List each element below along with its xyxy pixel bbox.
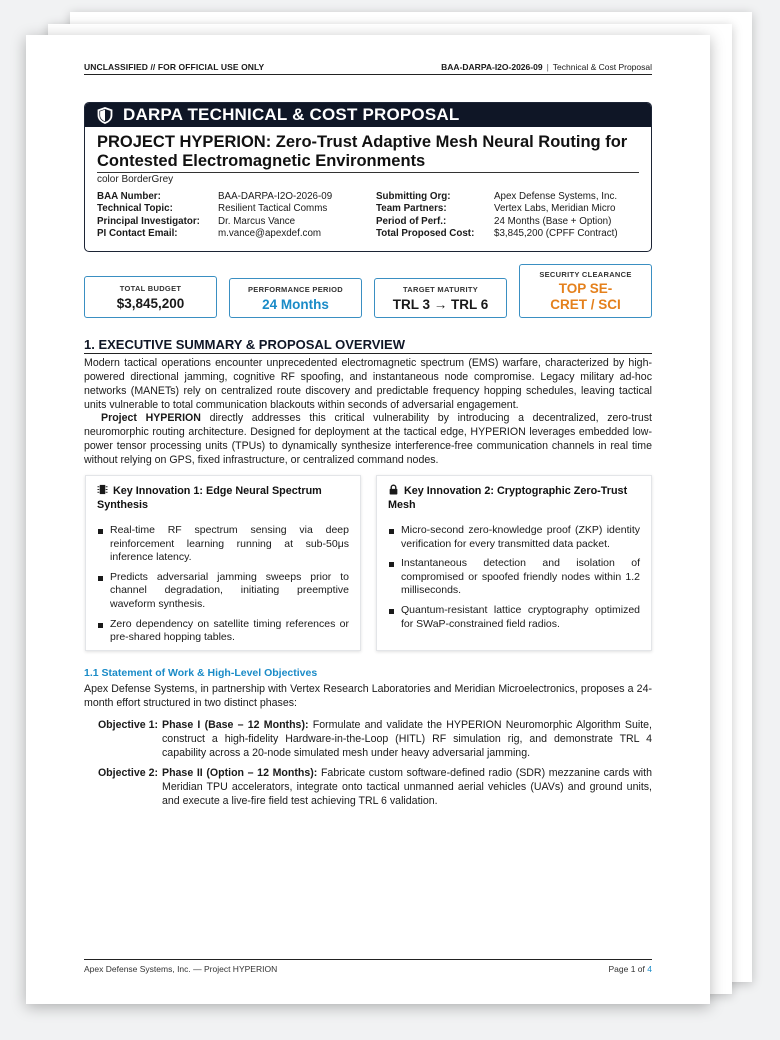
meta-value: $3,845,200 (CPFF Contract)	[494, 227, 618, 239]
running-header	[84, 62, 652, 75]
meta-value: Resilient Tactical Comms	[218, 203, 328, 215]
kpi-target-maturity	[374, 278, 507, 318]
document-page	[26, 35, 710, 1004]
page-total-link[interactable]: 4	[647, 964, 652, 974]
meta-key: Total Proposed Cost:	[376, 227, 475, 239]
phase-description: Fabricate custom software-defined radio (SDR) mezzanine cards with Meridian TPU accelerators, integrate onto tactical unmanned aerial vehicles (UAVs) and ground units, and execute a live-fire field test achieving TRL 6 validation.	[162, 767, 652, 808]
meta-key: Principal Investigator:	[97, 215, 200, 227]
proposal-metadata	[97, 191, 639, 240]
innovation-card-2	[376, 475, 652, 651]
meta-key: Period of Perf.:	[376, 215, 447, 227]
card-title-text: Key Innovation 1: Edge Neural Spectrum Synthesis	[97, 485, 322, 511]
subsection-heading: 1.1 Statement of Work & High-Level Objectives	[84, 667, 318, 679]
innovation-card-1	[85, 475, 361, 651]
classification-marking: UNCLASSIFIED // FOR OFFICIAL USE ONLY	[84, 62, 265, 72]
innovation-list	[97, 524, 349, 645]
kpi-value-line: CRET / SCI	[550, 297, 621, 312]
meta-value: Vertex Labs, Meridian Micro	[494, 203, 616, 215]
list-item: Zero dependency on satellite timing references or pre-shared hopping tables.	[97, 618, 349, 645]
doc-id: BAA-DARPA-I2O-2026-09	[441, 62, 543, 72]
kpi-security-clearance	[519, 264, 652, 318]
objective-label: Objective 1:	[97, 719, 158, 731]
paragraph-text: directly addresses this critical vulnerability by introducing a decentralized, zero-trust neuromorphic routing architecture. Designed for deployment at the tactical edge, HYPERION leverages embedded low-power tensor processing units (TPUs) to dynamically synthesize interference-free communication channels in real time without relying on GPS, fixed infrastructure, or centralized command nodes.	[84, 412, 652, 466]
kpi-label: TARGET MATURITY	[402, 285, 479, 294]
phase-description: Formulate and validate the HYPERION Neuromorphic Algorithm Suite, construct a high-fidelity Hardware-in-the-Loop (HITL) RF simulation rig, and demonstrate TRL 4 capability across a 20-node simulated mesh under heavy adversarial jamming.	[162, 719, 652, 760]
stray-text: color BorderGrey	[97, 174, 174, 185]
body-paragraph	[84, 412, 652, 468]
kpi-value-line: TOP SE-	[558, 281, 613, 296]
meta-value: Dr. Marcus Vance	[218, 215, 296, 227]
title-banner	[85, 103, 651, 127]
list-item: Quantum-resistant lattice cryptography optimized for SWaP-constrained field radios.	[388, 604, 640, 631]
meta-value: BAA-DARPA-I2O-2026-09	[218, 191, 333, 202]
emphasis: Project HYPERION	[101, 412, 201, 424]
meta-key: Submitting Org:	[376, 191, 451, 202]
meta-key: Team Partners:	[376, 203, 447, 215]
kpi-label: SECURITY CLEARANCE	[539, 270, 632, 279]
kpi-total-budget	[84, 276, 217, 318]
kpi-value	[520, 281, 651, 313]
kpi-label: PERFORMANCE PERIOD	[248, 285, 343, 294]
chip-icon	[97, 484, 108, 495]
kpi-value: $3,845,200	[116, 296, 185, 311]
list-item: Instantaneous detection and isolation of compromised or spoofed friendly nodes within 1.2 milliseconds.	[388, 557, 640, 598]
body-paragraph: Apex Defense Systems, in partnership with Vertex Research Laboratories and Meridian Microelectronics, proposes a 24-month effort structured in two distinct phases:	[84, 683, 652, 709]
objective-label: Objective 2:	[97, 767, 158, 779]
pi-email[interactable]: m.vance@apexdef.com	[218, 227, 322, 239]
footer-org: Apex Defense Systems, Inc. — Project HYPERION	[84, 964, 278, 974]
objective-text	[158, 718, 652, 760]
header-separator: |	[546, 62, 549, 72]
kpi-strip	[84, 264, 652, 318]
section-heading: 1. EXECUTIVE SUMMARY & PROPOSAL OVERVIEW	[84, 337, 652, 354]
meta-key: BAA Number:	[97, 191, 161, 202]
banner-title: DARPA TECHNICAL & COST PROPOSAL	[123, 105, 460, 124]
card-title-text: Key Innovation 2: Cryptographic Zero-Trust Mesh	[388, 485, 628, 511]
lock-icon	[388, 484, 399, 495]
doc-type: Technical & Cost Proposal	[552, 62, 652, 72]
card-title	[388, 484, 640, 512]
project-title: PROJECT HYPERION: Zero-Trust Adaptive Mesh Neural Routing for Contested Electromagnetic Environments	[97, 133, 639, 173]
running-footer	[84, 959, 652, 974]
list-item: Micro-second zero-knowledge proof (ZKP) identity verification for every transmitted data packet.	[388, 524, 640, 551]
meta-value: Apex Defense Systems, Inc.	[494, 191, 618, 202]
meta-key: Technical Topic:	[97, 203, 173, 215]
meta-value: 24 Months (Base + Option)	[494, 215, 612, 227]
phase-title: Phase II (Option – 12 Months):	[162, 767, 318, 779]
body-paragraph: Modern tactical operations encounter unprecedented electromagnetic spectrum (EMS) warfare, characterized by high-powered directional jamming, cognitive RF spoofing, and instantaneous node compromise. Legacy military ad-hoc networks (MANETs) rely on centralized route discovery and predictable frequency hopping schedules, leaving tactical units vulnerable to total communication blackouts within seconds of adversarial engagement.	[84, 357, 652, 411]
page-content	[84, 35, 652, 1004]
objective-text	[158, 766, 652, 808]
shield-icon	[97, 107, 113, 124]
meta-key: PI Contact Email:	[97, 227, 178, 239]
list-item: Predicts adversarial jamming sweeps prior to channel degradation, initiating preemptive waveform synthesis.	[97, 571, 349, 612]
kpi-value: TRL 3 → TRL 6	[392, 297, 489, 312]
page-prefix: Page 1 of	[608, 964, 648, 974]
proposal-title-box	[84, 102, 652, 252]
card-title	[97, 484, 349, 512]
header-doc-info	[441, 62, 652, 72]
objective-1	[84, 718, 652, 760]
page-number	[609, 964, 653, 974]
innovation-list	[388, 524, 640, 631]
kpi-label: TOTAL BUDGET	[119, 284, 182, 293]
phase-title: Phase I (Base – 12 Months):	[162, 719, 309, 731]
kpi-performance-period	[229, 278, 362, 318]
objective-2	[84, 766, 652, 808]
list-item: Real-time RF spectrum sensing via deep reinforcement learning running at sub-50μs inference latency.	[97, 524, 349, 565]
kpi-value: 24 Months	[262, 297, 329, 312]
